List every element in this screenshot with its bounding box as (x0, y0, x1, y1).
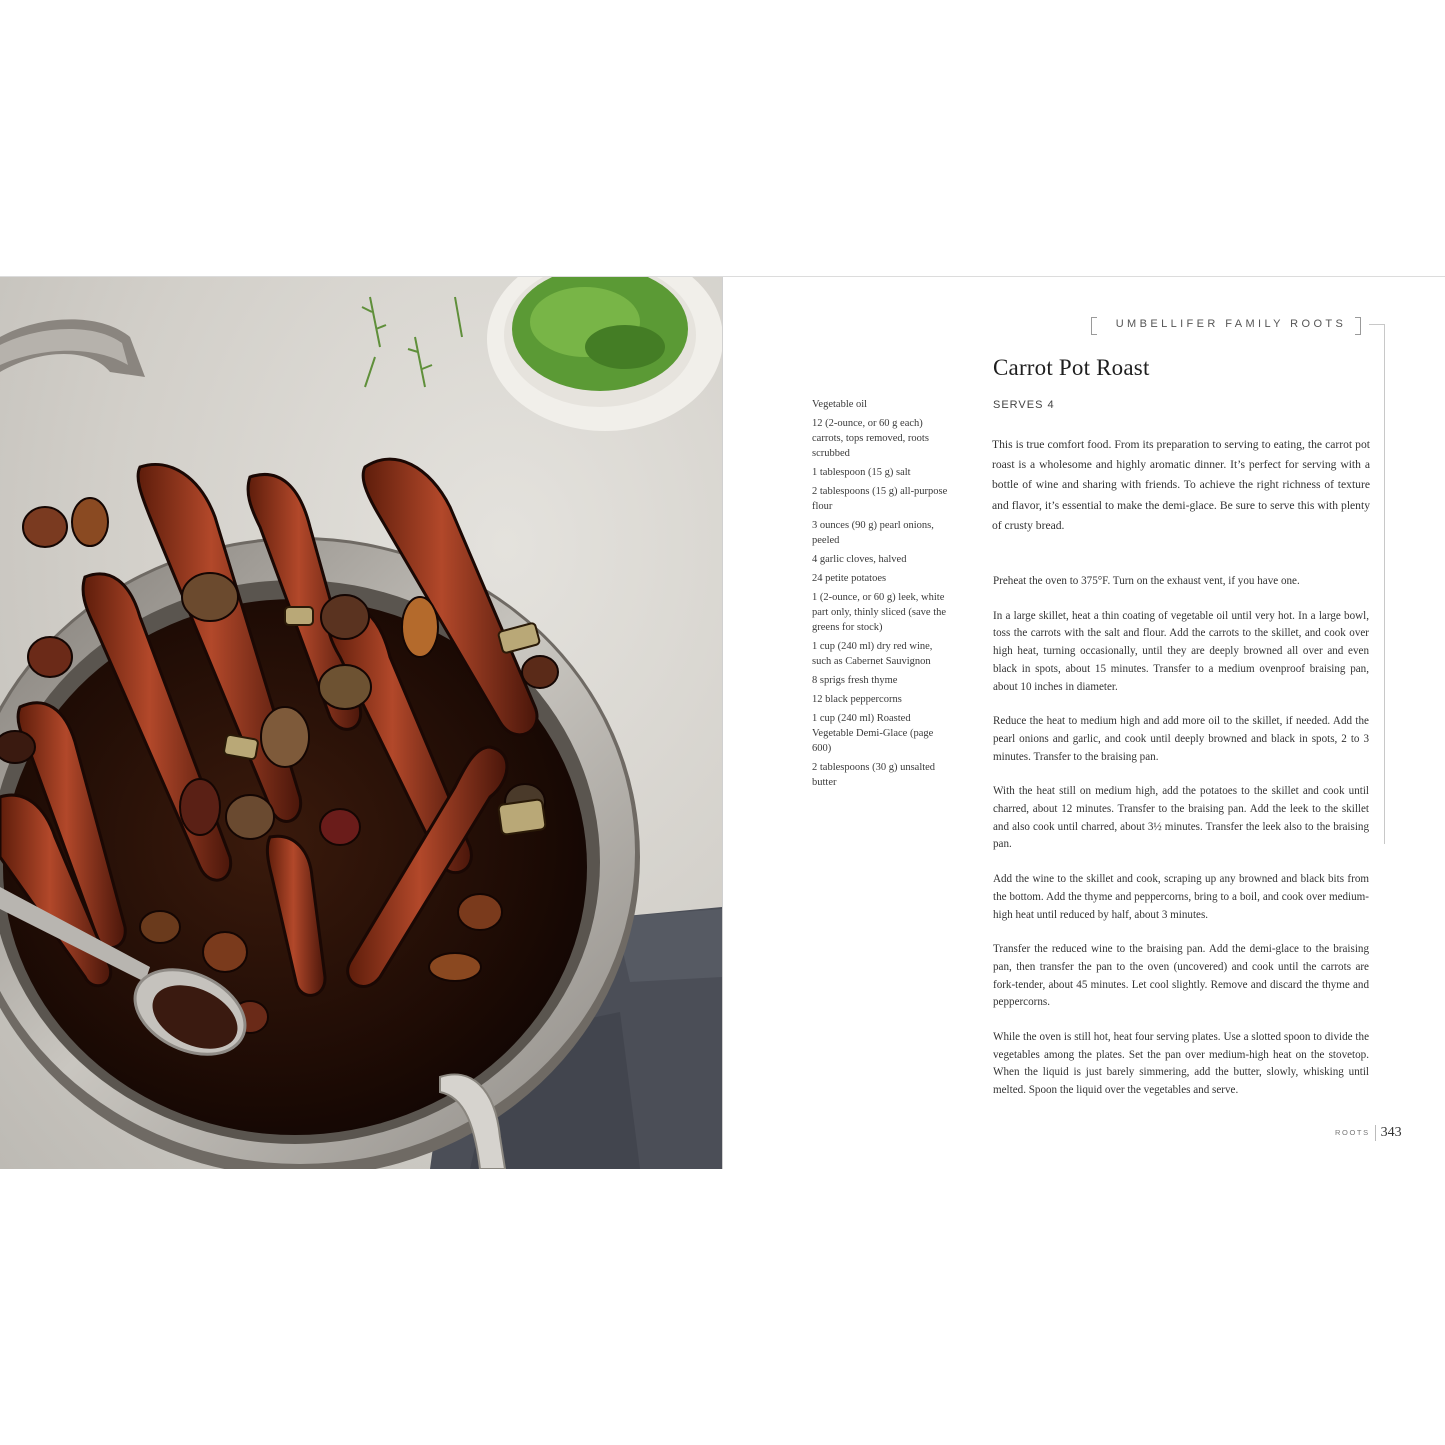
ingredient-item: 12 black peppercorns (812, 694, 902, 705)
section-title: UMBELLIFER FAMILY ROOTS (1115, 318, 1347, 330)
side-rule (1384, 324, 1385, 844)
page-folio (1335, 1125, 1402, 1141)
method-step: While the oven is still hot, heat four serving plates. Use a slotted spoon to divide the vegetables among the plates. Set the pan over medium-high heat on the stovetop. When the liquid is just barely simmering, add the butter, slowly, whisking until melted. Spoon the liquid over the vegetables and serve. (993, 1031, 1369, 1097)
carrot-pot-roast-image (0, 277, 722, 1169)
ingredient-item: 1 tablespoon (15 g) salt (812, 467, 911, 478)
ingredient-item: 24 petite potatoes (812, 573, 887, 584)
ingredient-item: 1 cup (240 ml) dry red wine, such as Cabernet Sauvignon (812, 641, 933, 667)
book-spread (0, 276, 1445, 1168)
dish-photo (0, 277, 722, 1169)
ingredient-item: 3 ounces (90 g) pearl onions, peeled (812, 520, 934, 546)
ingredient-item: 2 tablespoons (15 g) all-purpose flour (812, 486, 948, 512)
recipe-title: Carrot Pot Roast (993, 355, 1150, 380)
ingredient-item: 1 (2-ounce, or 60 g) leek, white part only, thinly sliced (save the greens for stock) (812, 592, 947, 633)
chapter-label: ROOTS (1335, 1125, 1376, 1141)
pan-handle (0, 319, 145, 377)
serves-label: SERVES 4 (993, 399, 1055, 411)
ingredient-item: 8 sprigs fresh thyme (812, 675, 898, 686)
ingredients-list (812, 397, 954, 794)
ingredient-item: 4 garlic cloves, halved (812, 554, 907, 565)
method-step: Reduce the heat to medium high and add more oil to the skillet, if needed. Add the pearl onions and garlic, and cook until deeply browned and black in spots, 2 to 3 minutes. Transfer to the braising pan. (993, 715, 1369, 763)
side-rule-tick (1369, 324, 1385, 325)
ingredient-item: 2 tablespoons (30 g) unsalted butter (812, 762, 936, 788)
method-step: In a large skillet, heat a thin coating of vegetable oil until very hot. In a large bowl, toss the carrots with the salt and flour. Add the carrots to the skillet, and cook over high heat, turning occasionally, until they are deeply browned all over and even black in spots, about 15 minutes. Transfer to a medium ovenproof braising pan, about 10 inches in diameter. (993, 609, 1369, 693)
method-step: Add the wine to the skillet and cook, scraping up any browned and black bits from the bottom. Add the thyme and peppercorns, bring to a boil, and cook over medium-high heat until reduced by half, about 3 minutes. (993, 873, 1369, 921)
ingredient-item: Vegetable oil (812, 399, 868, 410)
method-step: With the heat still on medium high, add the potatoes to the skillet and cook until charred, about 12 minutes. Transfer to the braising pan. Add the leek to the skillet and also cook until charred, about 3½ minutes. Transfer the leek also to the braising pan. (993, 785, 1369, 851)
page-number: 343 (1380, 1125, 1402, 1140)
method-steps (993, 573, 1369, 1117)
recipe-page (722, 277, 1445, 1169)
recipe-intro: This is true comfort food. From its preparation to serving to eating, the carrot pot roast is a wholesome and highly aromatic dinner. It’s perfect for serving with a bottle of wine and sharing with friends. To achieve the right richness of texture and flavor, it’s essential to make the demi-glace. Be sure to serve this with plenty of crusty bread. (992, 438, 1370, 532)
bracket-left (1091, 317, 1097, 335)
ingredient-item: 1 cup (240 ml) Roasted Vegetable Demi-Glace (page 600) (812, 713, 934, 754)
method-step: Transfer the reduced wine to the braising pan. Add the demi-glace to the braising pan, then transfer the pan to the oven (uncovered) and cook until the carrots are fork-tender, about 45 minutes. Let cool slightly. Remove and discard the thyme and peppercorns. (993, 943, 1369, 1009)
ingredient-item: 12 (2-ounce, or 60 g each) carrots, tops removed, roots scrubbed (812, 418, 929, 459)
thyme-bowl (487, 277, 722, 431)
thyme-sprigs (362, 297, 462, 387)
method-step: Preheat the oven to 375°F. Turn on the exhaust vent, if you have one. (993, 575, 1300, 587)
